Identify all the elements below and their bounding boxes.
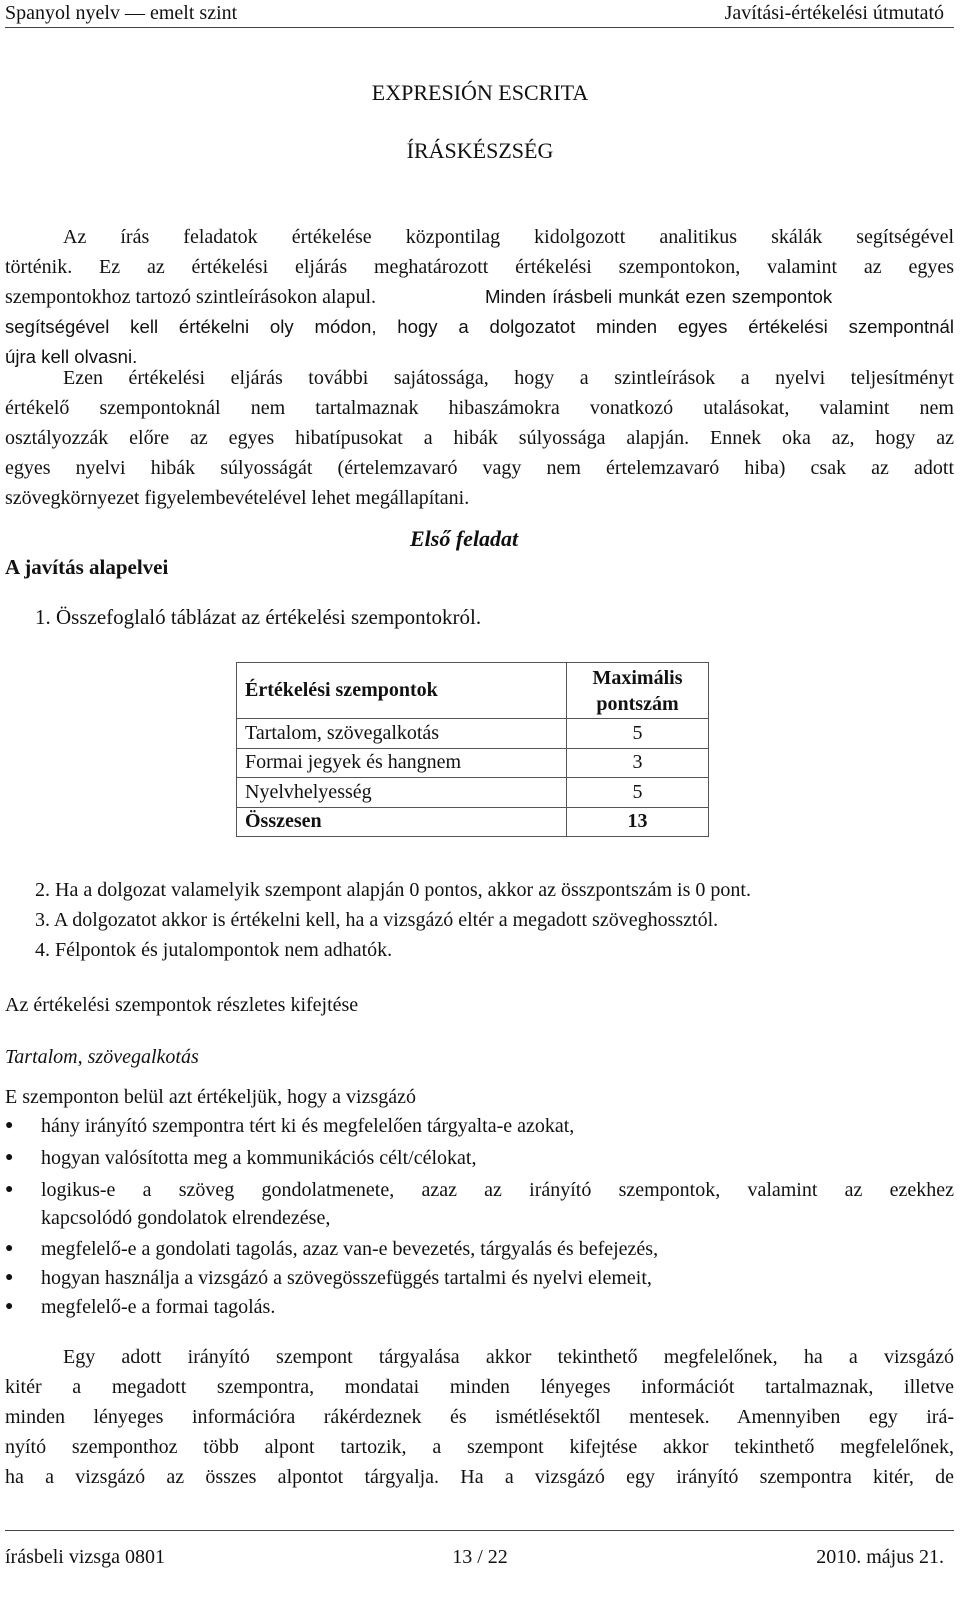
- table-total-value: 13: [567, 807, 709, 837]
- table-row: [237, 778, 709, 808]
- criteria-table: [236, 662, 709, 837]
- table-header-max-line2: pontszám: [596, 692, 679, 715]
- intro-line-4: segítségével kell értékelni oly módon, hogy a dolgozatot minden egyes értékelési szempontnál: [5, 316, 954, 337]
- para2-line-2: értékelő szempontoknál nem tartalmaznak hibaszámokra vonatkozó utalásokat, valamint nem: [5, 397, 954, 419]
- closing-line-5: ha a vizsgázó az összes alpontot tárgyalja. Ha a vizsgázó egy irányító szempontra kitér, de: [5, 1466, 954, 1488]
- table-header-row: [237, 663, 709, 719]
- table-header-criteria: Értékelési szempontok: [237, 663, 567, 719]
- para2-line-3: osztályozzák előre az egyes hibatípusokat a hibák súlyossága alapján. Ennek oka az, hogy az: [5, 427, 954, 449]
- table-cell-label: Formai jegyek és hangnem: [237, 748, 567, 778]
- list-item-text: hogyan használja a vizsgázó a szövegösszefüggés tartalmi és nyelvi elemeit,: [41, 1267, 652, 1289]
- table-cell-value: 3: [567, 748, 709, 778]
- intro-line-5: újra kell olvasni.: [5, 346, 138, 367]
- footer-left: írásbeli vizsga 0801: [5, 1546, 165, 1568]
- page-title: EXPRESIÓN ESCRITA: [371, 80, 589, 105]
- closing-line-3: minden lényeges információra rákérdeznek és ismétlésektől mentesek. Amennyiben egy irá-: [5, 1406, 954, 1428]
- bullet-icon: ●: [5, 1270, 14, 1285]
- header-divider: [5, 27, 954, 28]
- list-item-text: logikus-e a szöveg gondolatmenete, azaz az irányító szempontok, valamint az ezekhez: [41, 1179, 954, 1201]
- rule-4: 4. Félpontok és jutalompontok nem adhatók.: [35, 939, 393, 961]
- details-heading: Az értékelési szempontok részletes kifejtése: [5, 994, 359, 1016]
- bullet-icon: ●: [5, 1241, 14, 1256]
- list-item-text: megfelelő-e a gondolati tagolás, azaz van-e bevezetés, tárgyalás és befejezés,: [41, 1238, 659, 1260]
- table-row: [237, 748, 709, 778]
- table-total-row: [237, 807, 709, 837]
- details-subheading: Tartalom, szövegalkotás: [5, 1046, 199, 1068]
- table-row: [237, 719, 709, 749]
- bullet-icon: ●: [5, 1299, 14, 1314]
- intro-line-3: [5, 282, 954, 312]
- item-1: 1. Összefoglaló táblázat az értékelési szempontokról.: [35, 605, 482, 629]
- list-item-text: hogyan valósította meg a kommunikációs célt/célokat,: [41, 1147, 477, 1169]
- bullet-icon: ●: [5, 1118, 14, 1133]
- table-cell-value: 5: [567, 719, 709, 749]
- page-subtitle: ÍRÁSKÉSZSÉG: [406, 138, 554, 163]
- closing-line-2: kitér a megadott szempontra, mondatai minden lényeges információt tartalmaznak, illetve: [5, 1376, 954, 1398]
- footer-page-number: 13 / 22: [452, 1546, 508, 1568]
- list-item-text: megfelelő-e a formai tagolás.: [41, 1296, 276, 1318]
- table-header-max: [567, 663, 709, 719]
- rule-2: 2. Ha a dolgozat valamelyik szempont alapján 0 pontos, akkor az összpontszám is 0 pont.: [35, 879, 751, 901]
- closing-line-1: Egy adott irányító szempont tárgyalása akkor tekinthető megfelelőnek, ha a vizsgázó: [63, 1346, 954, 1368]
- para2-line-4: egyes nyelvi hibák súlyosságát (értelemzavaró vagy nem értelemzavaró hiba) csak az adott: [5, 457, 954, 479]
- list-item-text: kapcsolódó gondolatok elrendezése,: [41, 1207, 331, 1229]
- principles-heading: A javítás alapelvei: [5, 555, 169, 579]
- footer-divider: [5, 1530, 954, 1531]
- list-item-text: hány irányító szempontra tért ki és megfelelően tárgyalta-e azokat,: [41, 1115, 575, 1137]
- para2-line-1: Ezen értékelési eljárás további sajátossága, hogy a szintleírások a nyelvi teljesítményt: [63, 367, 954, 389]
- rule-3: 3. A dolgozatot akkor is értékelni kell, ha a vizsgázó eltér a megadott szöveghossztól.: [35, 909, 719, 931]
- details-lead: E szemponton belül azt értékeljük, hogy a vizsgázó: [5, 1086, 416, 1108]
- footer-right: 2010. május 21.: [816, 1546, 944, 1568]
- intro-line-3-serif: szempontokhoz tartozó szintleírásokon alapul.: [5, 286, 377, 308]
- bullet-icon: ●: [5, 1182, 14, 1197]
- intro-line-2: történik. Ez az értékelési eljárás meghatározott értékelési szempontokon, valamint az egyes: [5, 256, 954, 278]
- table-total-label: Összesen: [237, 807, 567, 837]
- intro-line-1: Az írás feladatok értékelése központilag kidolgozott analitikus skálák segítségével: [63, 226, 954, 248]
- table-cell-value: 5: [567, 778, 709, 808]
- bullet-icon: ●: [5, 1150, 14, 1165]
- table-header-max-line1: Maximális: [592, 666, 683, 689]
- closing-line-4: nyító szemponthoz több alpont tartozik, a szempont kifejtése akkor tekinthető megfelelőnek,: [5, 1436, 954, 1458]
- header-right: Javítási-értékelési útmutató: [724, 2, 944, 24]
- intro-line-3-sans: Minden írásbeli munkát ezen szempontok: [485, 286, 833, 307]
- table-cell-label: Nyelvhelyesség: [237, 778, 567, 808]
- table-cell-label: Tartalom, szövegalkotás: [237, 719, 567, 749]
- header-left: Spanyol nyelv — emelt szint: [5, 2, 238, 24]
- para2-line-5: szövegkörnyezet figyelembevételével lehet megállapítani.: [5, 487, 470, 509]
- first-task-heading: Első feladat: [410, 526, 519, 551]
